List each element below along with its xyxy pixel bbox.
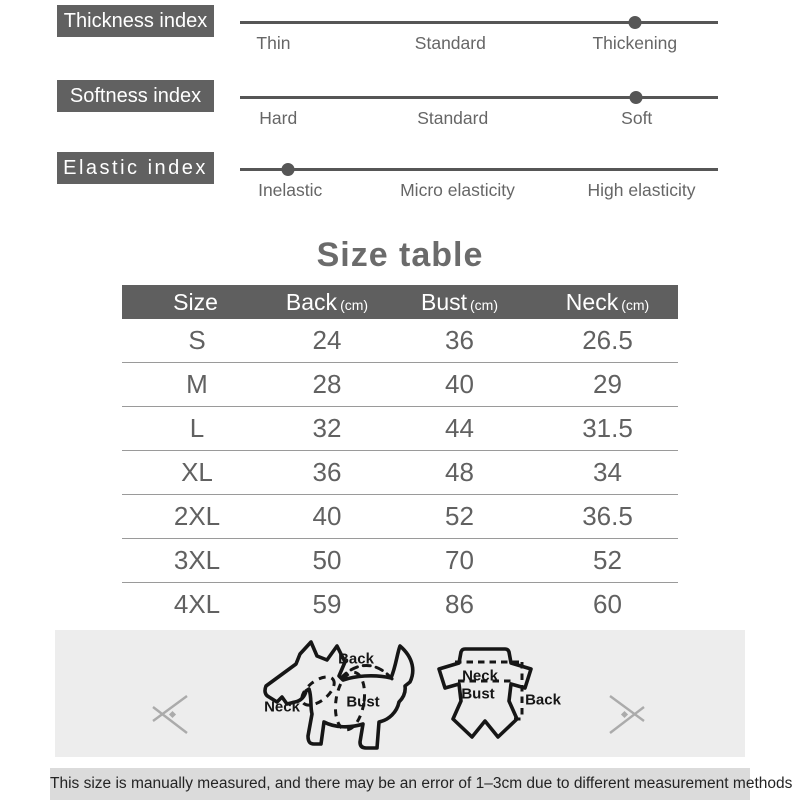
elastic-scale-dot — [281, 163, 294, 176]
col-header-neck: Neck (cm) — [565, 288, 650, 315]
cell-bust: 44 — [445, 413, 474, 443]
thickness-index-scale — [240, 5, 718, 65]
cell-back: 36 — [312, 457, 342, 487]
thickness-scale-dot — [628, 16, 641, 29]
size-table — [122, 285, 678, 626]
cell-bust: 52 — [445, 501, 474, 531]
measurement-disclaimer: This size is manually measured, and there may be an error of 1–3cm due to different measurement methods — [50, 768, 750, 800]
softness-index-row — [0, 80, 800, 146]
size-table-title: Size table — [316, 236, 484, 274]
cell-neck: 34 — [593, 457, 622, 487]
table-row — [122, 450, 678, 494]
table-row — [122, 538, 678, 582]
size-table-header — [122, 285, 678, 319]
cell-back: 24 — [312, 325, 342, 355]
elastic-scale-line — [240, 168, 718, 171]
cell-size: S — [188, 325, 206, 355]
cell-bust: 70 — [445, 545, 474, 575]
cell-back: 28 — [312, 369, 342, 399]
cell-back: 50 — [312, 545, 342, 575]
cell-bust: 48 — [445, 457, 474, 487]
cell-size: 2XL — [173, 501, 221, 531]
table-row — [122, 319, 678, 362]
cell-neck: 36.5 — [582, 501, 633, 531]
table-row — [122, 582, 678, 626]
elastic-index-row — [0, 152, 800, 218]
garment-back-measure-dash — [514, 662, 522, 719]
col-header-bust: Bust (cm) — [420, 288, 499, 315]
cell-bust: 86 — [445, 589, 474, 619]
cell-bust: 36 — [445, 325, 474, 355]
cell-back: 32 — [312, 413, 342, 443]
table-row — [122, 362, 678, 406]
thickness-index-row — [0, 5, 800, 71]
thickness-scale-line — [240, 21, 718, 24]
cell-back: 59 — [312, 589, 342, 619]
dog-neck-label: Neck — [264, 698, 300, 716]
elastic-index-scale — [240, 152, 718, 212]
elastic-level-inelastic: Inelastic — [258, 180, 323, 200]
elastic-level-high: High elasticity — [587, 180, 696, 200]
cell-back: 40 — [312, 501, 342, 531]
cell-neck: 26.5 — [582, 325, 633, 355]
dog-neck-measure-dash — [297, 671, 339, 710]
thickness-index-label: Thickness index — [57, 5, 214, 37]
thickness-level-thin: Thin — [256, 33, 291, 53]
cell-size: L — [189, 413, 205, 443]
table-row — [122, 406, 678, 450]
softness-scale-dot — [629, 91, 642, 104]
cross-arrow-left-icon — [145, 690, 193, 738]
cell-size: M — [186, 369, 208, 399]
cell-neck: 52 — [593, 545, 622, 575]
softness-level-hard: Hard — [259, 108, 298, 128]
dog-back-label: Back — [338, 650, 374, 668]
cell-neck: 29 — [593, 369, 622, 399]
cell-size: 3XL — [173, 545, 221, 575]
thickness-level-standard: Standard — [414, 33, 486, 53]
thickness-level-thickening: Thickening — [592, 33, 678, 53]
cell-size: 4XL — [173, 589, 221, 619]
softness-level-soft: Soft — [621, 108, 653, 128]
col-header-size: Size — [173, 288, 218, 315]
garment-back-label: Back — [525, 691, 561, 709]
softness-scale-line — [240, 96, 718, 99]
garment-bust-label: Bust — [461, 685, 495, 703]
garment-neck-label: Neck — [462, 667, 498, 685]
softness-level-standard: Standard — [417, 108, 489, 128]
elastic-index-label: Elastic index — [57, 152, 214, 184]
cell-bust: 40 — [445, 369, 474, 399]
cell-neck: 31.5 — [582, 413, 633, 443]
softness-index-scale — [240, 80, 718, 140]
dog-bust-label: Bust — [346, 693, 380, 711]
measurement-diagram-panel — [55, 630, 745, 757]
cell-neck: 60 — [593, 589, 622, 619]
cross-arrow-right-icon — [604, 690, 652, 738]
col-header-back: Back (cm) — [285, 288, 369, 315]
table-row — [122, 494, 678, 538]
softness-index-label: Softness index — [57, 80, 214, 112]
cell-size: XL — [181, 457, 213, 487]
elastic-level-micro: Micro elasticity — [400, 180, 515, 200]
